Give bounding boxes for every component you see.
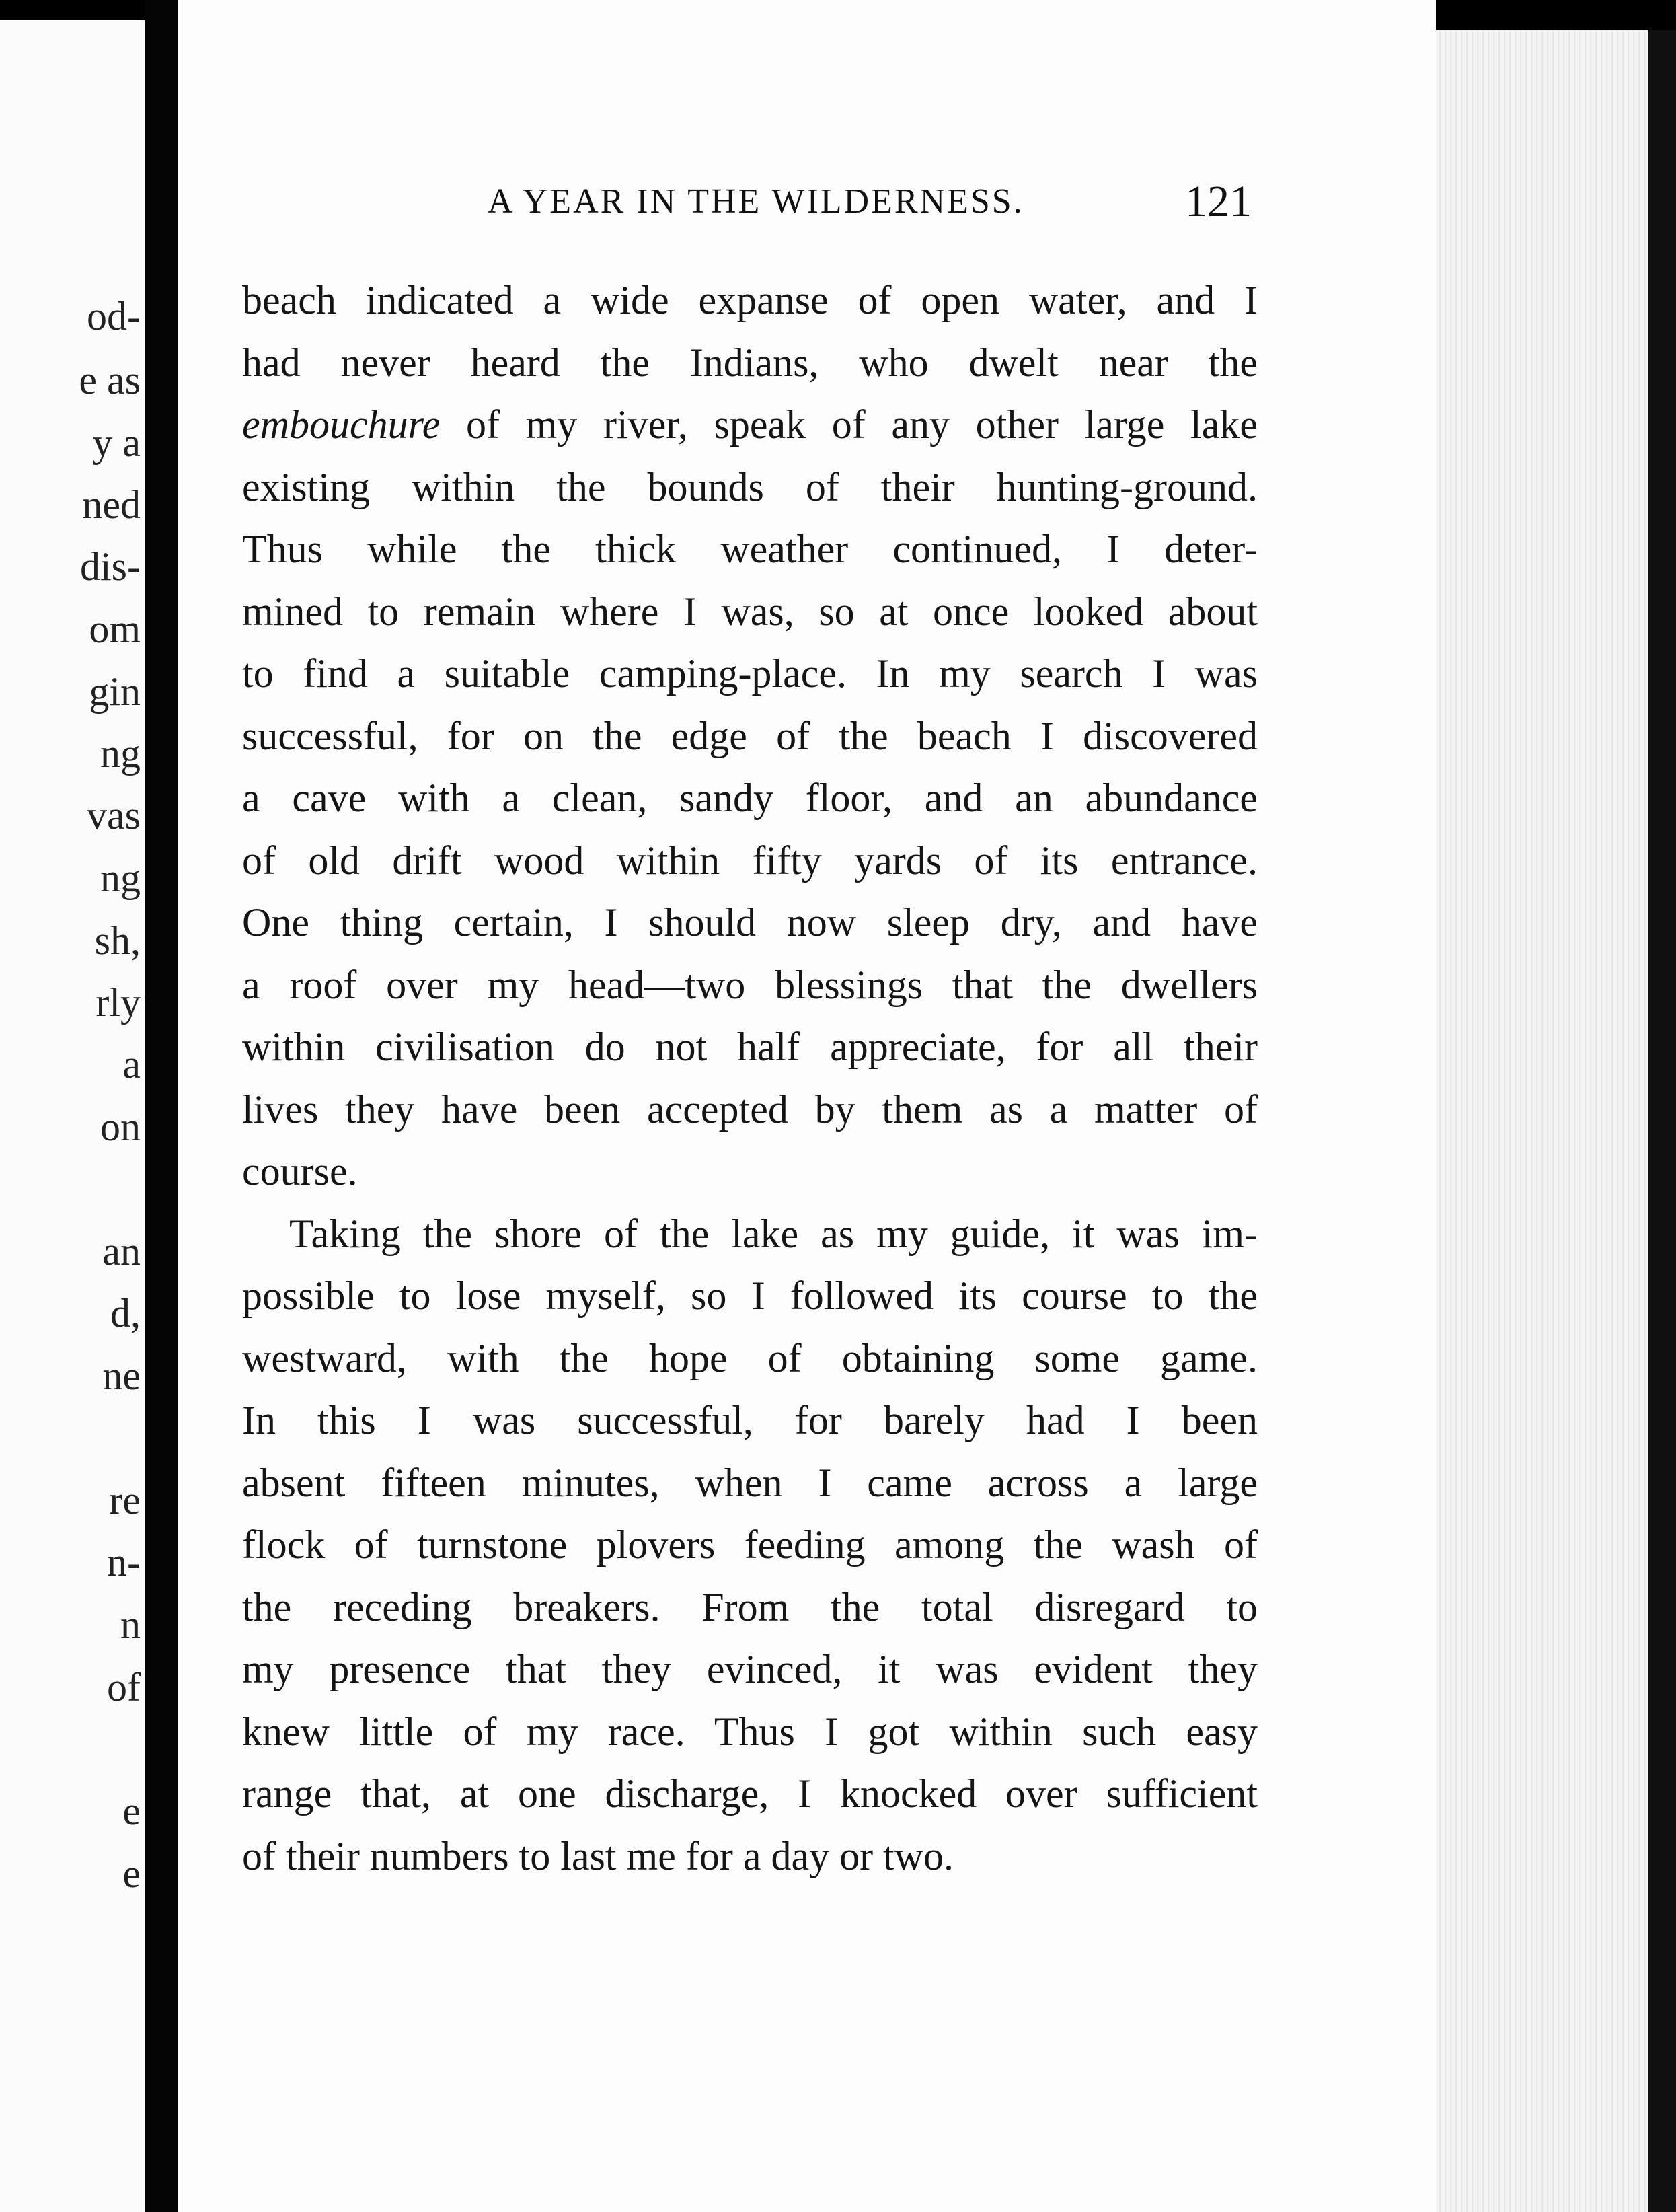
text-line: absent fifteen minutes, when I came across a large — [242, 1460, 1258, 1505]
text-line: range that, at one discharge, I knocked over sufficient — [242, 1771, 1258, 1816]
text-line: mined to remain where I was, so at once looked about — [242, 589, 1258, 634]
text-line: Taking the shore of the lake as my guide, it was im- — [289, 1211, 1258, 1256]
left-page-fragment: n — [120, 1602, 141, 1647]
italic-term: embouchure — [242, 402, 441, 447]
left-page-fragment: y a — [92, 420, 141, 465]
left-page-fragment: e — [122, 1851, 141, 1896]
left-page-fragment: dis- — [80, 544, 141, 589]
left-page-fragment: d, — [110, 1291, 141, 1335]
text-line: lives they have been accepted by them as a matter of — [242, 1086, 1258, 1132]
left-page-fragment: of — [107, 1665, 141, 1709]
text-line: westward, with the hope of obtaining some game. — [242, 1335, 1258, 1380]
left-page-fragment: on — [100, 1105, 141, 1149]
text-line: a roof over my head—two blessings that the dwellers — [242, 962, 1258, 1007]
left-page-fragment: e as — [79, 358, 141, 402]
page-edges — [1436, 30, 1648, 2212]
text-line: One thing certain, I should now sleep dry, and have — [242, 900, 1258, 945]
left-page-fragment: od- — [87, 294, 141, 338]
text-line: the receding breakers. From the total disregard to — [242, 1584, 1258, 1629]
text-line: successful, for on the edge of the beach I discovered — [242, 713, 1258, 758]
left-page-fragment: re — [109, 1478, 141, 1522]
left-page-fragment: a — [122, 1042, 141, 1086]
book-gutter — [145, 0, 178, 2212]
text-line: course. — [242, 1149, 358, 1193]
text-line: a cave with a clean, sandy floor, and an abundance — [242, 776, 1258, 820]
text-line: of their numbers to last me for a day or two. — [242, 1833, 954, 1878]
left-page-fragment: ng — [100, 856, 141, 900]
text-line: possible to lose myself, so I followed its course to the — [242, 1274, 1258, 1318]
left-page-fragment: an — [102, 1229, 141, 1274]
left-page-fragment: sh, — [94, 918, 141, 963]
text-line: existing within the bounds of their hunting-ground. — [242, 464, 1258, 509]
running-head: A YEAR IN THE WILDERNESS. — [488, 182, 1024, 221]
left-page-fragment: n- — [107, 1540, 141, 1584]
left-page-fragment: vas — [87, 793, 141, 838]
text-line: knew little of my race. Thus I got within such easy — [242, 1709, 1258, 1754]
text-line: within civilisation do not half appreciate, for all their — [242, 1025, 1258, 1069]
text-line: of old drift wood within fifty yards of its entrance. — [242, 838, 1258, 883]
left-page-fragment: e — [122, 1789, 141, 1833]
left-page-fragment: ned — [82, 482, 141, 527]
text-line: Thus while the thick weather continued, I deter- — [242, 527, 1258, 571]
left-facing-page — [0, 20, 145, 2212]
text-line: In this I was successful, for barely had I been — [242, 1398, 1258, 1442]
left-page-fragment: ng — [100, 731, 141, 776]
page-number: 121 — [1185, 177, 1252, 226]
text-line-rest: of my river, speak of any other large lake — [440, 402, 1258, 447]
left-page-fragment: ne — [102, 1354, 141, 1398]
text-line: beach indicated a wide expanse of open water, and I — [242, 278, 1258, 322]
text-line: had never heard the Indians, who dwelt near the — [242, 340, 1258, 385]
text-line: my presence that they evinced, it was evident they — [242, 1647, 1258, 1691]
edge-shadow — [1648, 30, 1676, 2212]
left-page-fragment: om — [89, 607, 141, 651]
text-line: flock of turnstone plovers feeding among the wash of — [242, 1522, 1258, 1567]
left-page-fragment: rly — [96, 980, 141, 1025]
text-line: to find a suitable camping-place. In my search I was — [242, 651, 1258, 696]
body-text — [242, 269, 1258, 1887]
text-line — [242, 394, 1258, 456]
left-page-fragment: gin — [89, 669, 141, 714]
paragraph — [242, 1203, 1258, 1888]
paragraph — [242, 269, 1258, 1203]
